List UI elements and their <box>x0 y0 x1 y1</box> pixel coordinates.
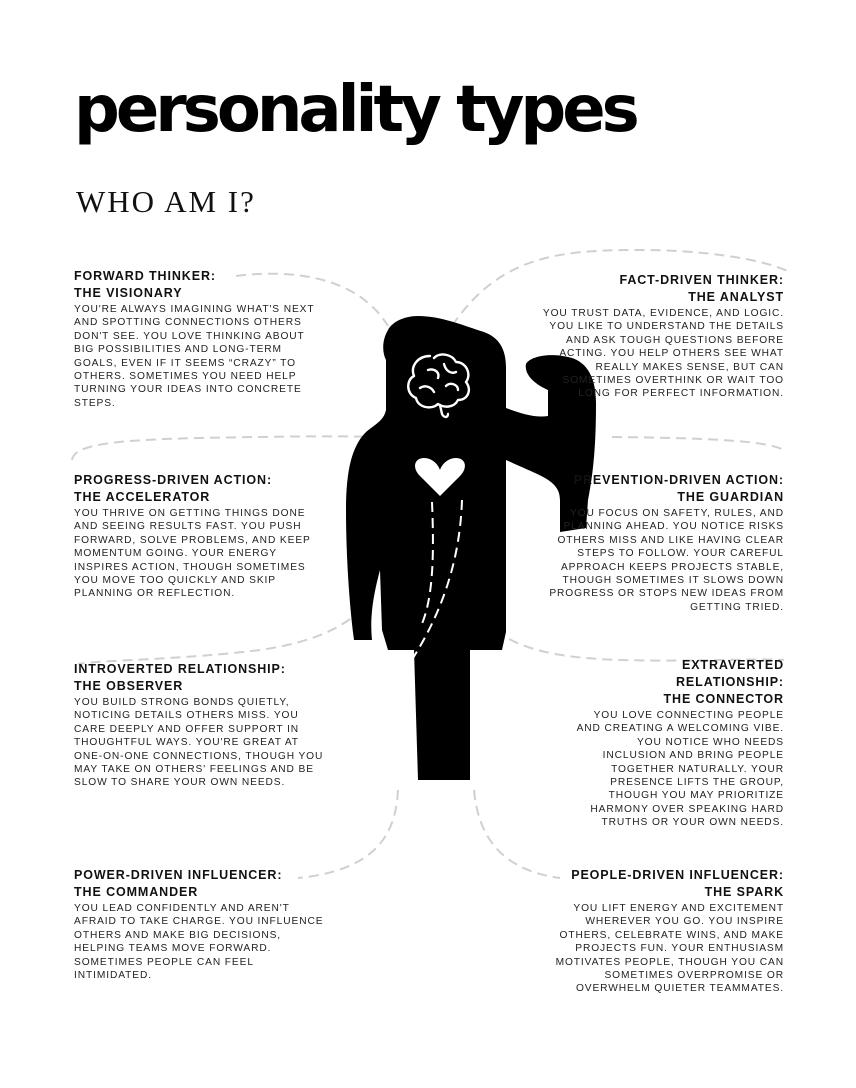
visionary-name: THE VISIONARY <box>74 286 183 300</box>
connector-guardian <box>612 437 786 452</box>
type-commander <box>74 867 324 982</box>
type-guardian <box>534 472 784 614</box>
guardian-name: THE GUARDIAN <box>677 490 784 504</box>
observer-category: INTROVERTED RELATIONSHIP: <box>74 662 286 676</box>
accelerator-category: PROGRESS-DRIVEN ACTION: <box>74 473 273 487</box>
spark-name: THE SPARK <box>704 885 784 899</box>
spark-category: PEOPLE-DRIVEN INFLUENCER: <box>571 868 784 882</box>
connector-commander <box>298 790 398 878</box>
spark-description: YOU LIFT ENERGY AND EXCITEMENT WHEREVER YOU GO. YOU INSPIRE OTHERS, CELEBRATE WINS, AND MAKE PROJECTS FUN. YOUR ENTHUSIASM MOTIVATES PEOPLE, THOUGH YOU CAN SOMETIMES OVERPROMISE OR OVERWHELM QUIETER TEAMMATES. <box>555 903 784 995</box>
connector-accelerator <box>72 436 388 460</box>
accelerator-name: THE ACCELERATOR <box>74 490 211 504</box>
observer-name: THE OBSERVER <box>74 679 184 693</box>
guardian-description: YOU FOCUS ON SAFETY, RULES, AND PLANNING AHEAD. YOU NOTICE RISKS OTHERS MISS AND LIKE HAVING CLEAR STEPS TO FOLLOW. YOUR CAREFUL APPROACH KEEPS PROJECTS STABLE, THOUGH SOMETIMES IT SLOWS DOWN PROGRESS OR STOPS NEW IDEAS FROM GETTING TRIED. <box>549 508 784 613</box>
type-connector <box>574 657 784 830</box>
type-analyst <box>534 272 784 401</box>
visionary-description: YOU'RE ALWAYS IMAGINING WHAT'S NEXT AND SPOTTING CONNECTIONS OTHERS DON'T SEE. YOU LOVE THINKING ABOUT BIG POSSIBILITIES AND LONG-TERM GOALS, EVEN IF IT SEEMS “CRAZY” TO OTHERS. SOMETIMES YOU NEED HELP TURNING YOUR IDEAS INTO CONCRETE STEPS. <box>74 304 315 409</box>
page-title: personality types <box>74 73 636 147</box>
connector-name: THE CONNECTOR <box>663 692 784 706</box>
accelerator-description: YOU THRIVE ON GETTING THINGS DONE AND SEEING RESULTS FAST. YOU PUSH FORWARD, SOLVE PROBLEMS, AND KEEP MOMENTUM GOING. YOUR ENERGY INSPIRES ACTION, THOUGH SOMETIMES YOU MOVE TOO QUICKLY AND SKIP PLANNING OR REFLECTION. <box>74 508 311 600</box>
commander-name: THE COMMANDER <box>74 885 199 899</box>
connector-category: EXTRAVERTED RELATIONSHIP: <box>676 658 784 689</box>
commander-category: POWER-DRIVEN INFLUENCER: <box>74 868 283 882</box>
analyst-description: YOU TRUST DATA, EVIDENCE, AND LOGIC. YOU LIKE TO UNDERSTAND THE DETAILS AND ASK TOUGH QUESTIONS BEFORE ACTING. YOU HELP OTHERS SEE WHAT REALLY MAKES SENSE, BUT CAN SOMETIMES OVERTHINK OR WAIT TOO LONG FOR PERFECT INFORMATION. <box>542 308 784 400</box>
type-accelerator <box>74 472 324 601</box>
type-visionary <box>74 268 324 410</box>
type-spark <box>534 867 784 996</box>
connector-connector <box>496 630 784 661</box>
page-subtitle: WHO AM I? <box>76 184 256 219</box>
commander-description: YOU LEAD CONFIDENTLY AND AREN'T AFRAID TO TAKE CHARGE. YOU INFLUENCE OTHERS AND MAKE BIG DECISIONS, HELPING TEAMS MOVE FORWARD. SOMETIMES PEOPLE CAN FEEL INTIMIDATED. <box>74 903 324 982</box>
type-observer <box>74 661 324 790</box>
analyst-name: THE ANALYST <box>688 290 784 304</box>
connector-spark <box>474 790 560 878</box>
visionary-category: FORWARD THINKER: <box>74 269 216 283</box>
guardian-category: PREVENTION-DRIVEN ACTION: <box>573 473 784 487</box>
analyst-category: FACT-DRIVEN THINKER: <box>619 273 784 287</box>
connector-description: YOU LOVE CONNECTING PEOPLE AND CREATING A WELCOMING VIBE. YOU NOTICE WHO NEEDS INCLUSION AND BRING PEOPLE TOGETHER NATURALLY. YOUR PRESENCE LIFTS THE GROUP, THOUGH YOU MAY PRIORITIZE HARMONY OVER SPEAKING HARD TRUTHS OR YOUR OWN NEEDS. <box>576 710 784 829</box>
observer-description: YOU BUILD STRONG BONDS QUIETLY, NOTICING DETAILS OTHERS MISS. YOU CARE DEEPLY AND OFFER SUPPORT IN THOUGHTFUL WAYS. YOU'RE GREAT AT ONE-ON-ONE CONNECTIONS, THOUGH YOU MAY TAKE ON OTHERS' FEELINGS AND BE SLOW TO SHARE YOUR OWN NEEDS. <box>74 697 324 789</box>
